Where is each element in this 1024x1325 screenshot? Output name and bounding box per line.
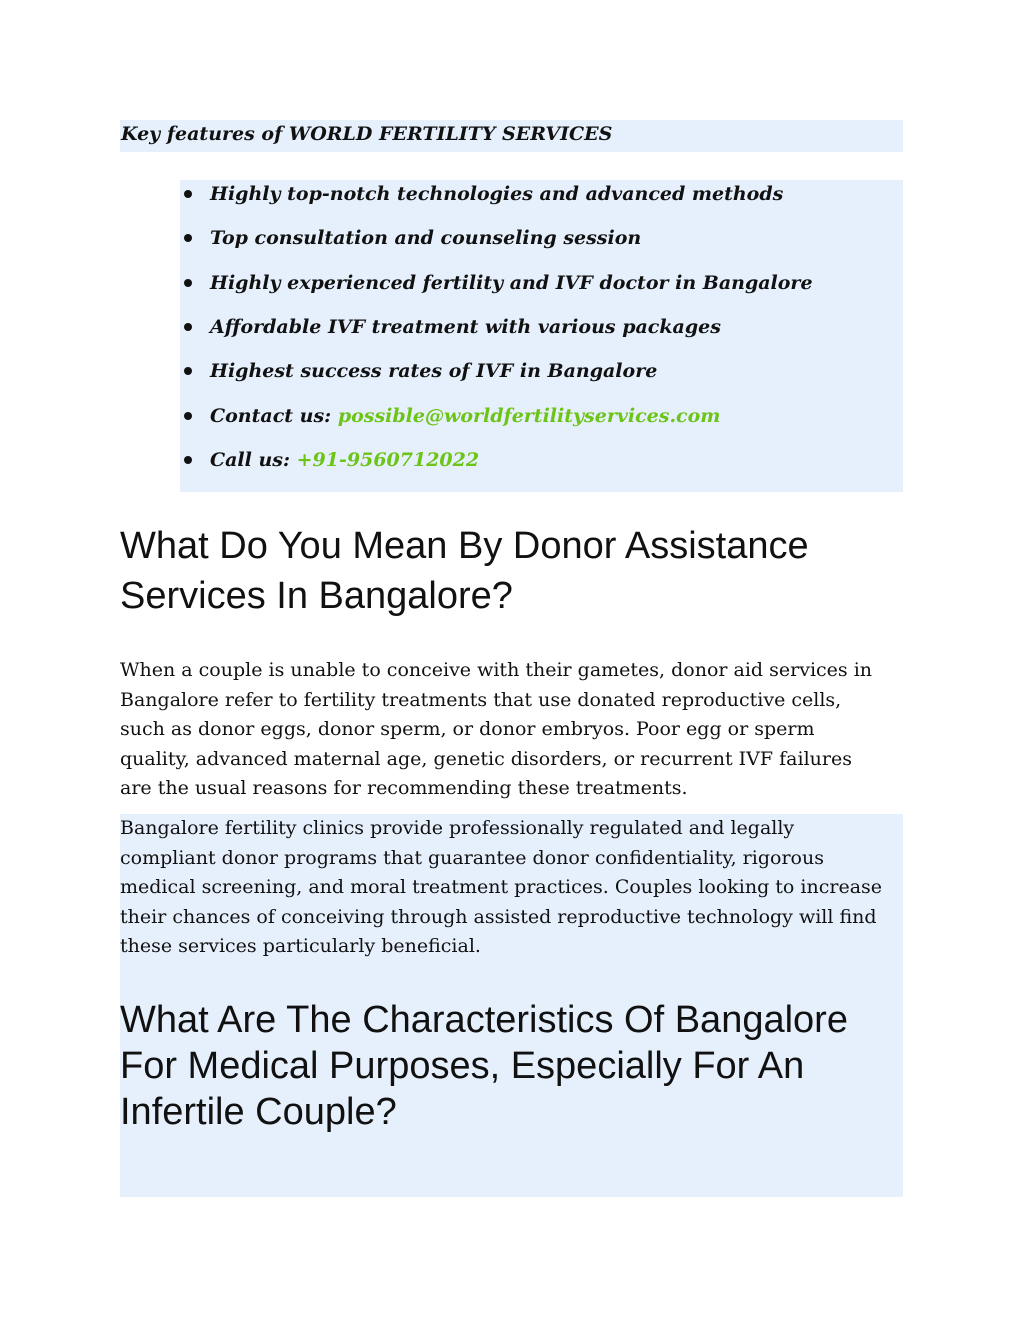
- call-label: Call us:: [210, 449, 291, 471]
- phone-link[interactable]: +91-9560712022: [296, 449, 480, 471]
- list-item: [180, 312, 903, 342]
- section1-paragraph-1: [120, 656, 903, 804]
- section1-paragraph-2: [120, 814, 903, 962]
- feature-label: Highly top-notch technologies and advanced methods: [210, 183, 784, 205]
- paragraph-line: Bangalore fertility clinics provide professionally regulated and legally: [120, 817, 795, 839]
- paragraph-line: are the usual reasons for recommending these treatments.: [120, 777, 688, 799]
- heading-line: Infertile Couple?: [120, 1091, 397, 1133]
- feature-label: Highly experienced fertility and IVF doctor in Bangalore: [210, 272, 813, 294]
- paragraph-line: compliant donor programs that guarantee donor confidentiality, rigorous: [120, 846, 824, 869]
- bullet-icon: [184, 279, 192, 287]
- heading-line: For Medical Purposes, Especially For An: [120, 1045, 805, 1087]
- paragraph-line: such as donor eggs, donor sperm, or donor embryos. Poor egg or sperm: [120, 718, 815, 740]
- key-features-heading: Key features of WORLD FERTILITY SERVICES: [120, 120, 903, 152]
- contact-email-link[interactable]: possible@worldfertilityservices.com: [337, 405, 721, 427]
- bullet-icon: [184, 190, 192, 198]
- list-item: [180, 356, 903, 386]
- bullet-icon: [184, 412, 192, 420]
- section1-heading: [120, 521, 809, 621]
- list-item: [180, 445, 903, 475]
- contact-label: Contact us:: [210, 405, 332, 427]
- list-item: [180, 223, 903, 253]
- list-item: [180, 401, 903, 431]
- bullet-icon: [184, 234, 192, 242]
- heading-line: What Do You Mean By Donor Assistance: [120, 525, 809, 567]
- bullet-icon: [184, 367, 192, 375]
- feature-label: Highest success rates of IVF in Bangalore: [210, 360, 658, 382]
- list-item: [180, 268, 903, 298]
- paragraph-line: Bangalore refer to fertility treatments that use donated reproductive cells,: [120, 688, 842, 711]
- section2-heading: [120, 997, 848, 1135]
- bullet-icon: [184, 323, 192, 331]
- heading-line: What Are The Characteristics Of Bangalore: [120, 999, 848, 1041]
- heading-line: Services In Bangalore?: [120, 575, 513, 617]
- list-item: [180, 179, 903, 209]
- key-features-box: [180, 180, 903, 492]
- bullet-icon: [184, 456, 192, 464]
- feature-label: Top consultation and counseling session: [210, 227, 642, 249]
- paragraph-line: their chances of conceiving through assisted reproductive technology will find: [120, 905, 877, 928]
- paragraph-line: these services particularly beneficial.: [120, 935, 481, 957]
- feature-label: Affordable IVF treatment with various packages: [210, 316, 721, 338]
- paragraph-line: When a couple is unable to conceive with their gametes, donor aid services in: [120, 659, 873, 681]
- paragraph-line: medical screening, and moral treatment practices. Couples looking to increase: [120, 876, 883, 898]
- paragraph-line: quality, advanced maternal age, genetic disorders, or recurrent IVF failures: [120, 747, 852, 770]
